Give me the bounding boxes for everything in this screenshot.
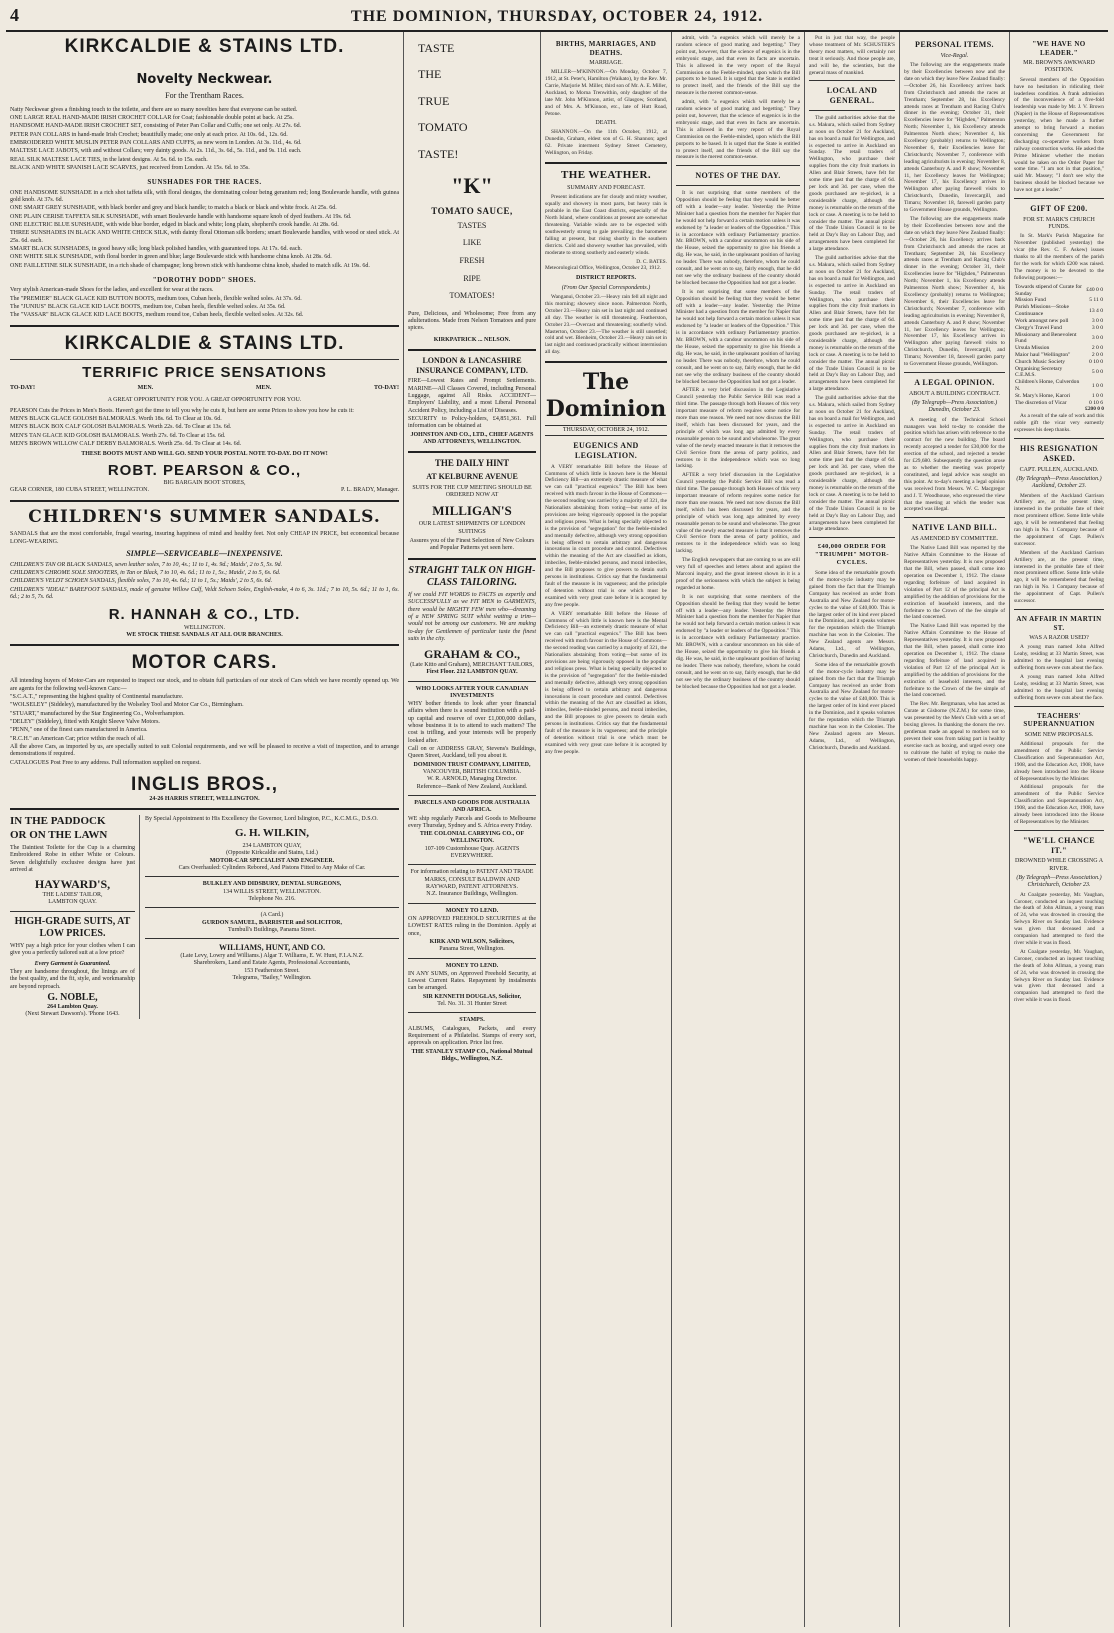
column-advertisements bbox=[6, 32, 404, 1627]
sunshade-item: ONE PLAIN CERISE TAFFETA SILK SUNSHADE, with smart Boulevarde handle with handsome square knob of dyed feathers. At 19s. 6d. bbox=[10, 213, 352, 220]
money-title: MONEY TO LEND. bbox=[445, 907, 499, 914]
noble-firm: G. NOBLE, bbox=[47, 991, 98, 1003]
pearson-item: MEN'S BLACK BOX CALF GOLOSH BALMORALS. Worth 22s. 6d. To Clear at 13s. 6d. bbox=[10, 424, 232, 431]
gift-body: In St. Mark's Parish Magazine for November (published yesterday) the vicar (the Rev. C. F. Askew) issues thanks to all the members of the parish for the work for which £200 was raised. The money is to be devoted to the following purposes:— bbox=[1014, 233, 1104, 281]
vancouver: VANCOUVER, BRITISH COLUMBIA. bbox=[422, 768, 522, 775]
colonial-carrying: THE COLONIAL CARRYING CO., OF WELLINGTON. bbox=[419, 831, 525, 845]
notes-body: It is not surprising that some members of the Opposition should be feeling that they would be better off with a leader—any leader. Yesterday the Prime Minister had a question from the member for Napier that he would not help forward a certain motion unless it was endorsed by "a leader or leaders of the Opposition." This is in accordance with ordinary Parliamentary practice. Mr. BROWN, with a candour uncommon on his side of the House, seized the opportunity to give his friends a dig. He was, he said, in the unpleasant position of having no leader. There was nobody, therefore, whom he could consult, and he went on to say, fairly enough, that he did not see why the ordinary business of the country should be blocked because the Opposition had not got a leader. bbox=[676, 593, 800, 690]
sunshade-item: ONE ELECTRIC BLUE SUNSHADE, with wide blue border, edged in black and white; long plain, shepherd's crook handle. At 28s. 6d. bbox=[10, 222, 339, 229]
today-label: TO-DAY! bbox=[10, 385, 36, 392]
gift-footer: As a result of the sale of work and this noble gift the vicar very earnestly expresses his deep thanks. bbox=[1014, 413, 1104, 434]
sandal-item: CHILDREN'S CHROME SOLE SHOOTERS, in Tan or Black, 7 to 10, 4s. 6d.; 11 to 1, 5s.; Maids', 2 to 5, 6s. 6d. bbox=[10, 570, 281, 577]
neckwear-item: PETER PAN COLLARS in hand-made Irish Crochet; beautifully made; one only at each price. At 10s. 6d., 12s. 6d. bbox=[10, 131, 288, 138]
pearson-firm: ROBT. PEARSON & CO., bbox=[107, 461, 302, 479]
motor-item: "STUART," manufactured by the Star Engineering Co., Wolverhampton. bbox=[10, 710, 185, 717]
legal-heading: A LEGAL OPINION. bbox=[914, 377, 995, 387]
sandal-item: CHILDREN'S VELDT SCHOEN SANDALS, flexible soles, 7 to 10, 4s. 6d.; 11 to 1, 5s.; Maids', 2 to 5, 6s. 6d. bbox=[10, 578, 273, 585]
gift-row-amount: £40 0 0 bbox=[1086, 287, 1103, 294]
lawn-line: OR ON THE LAWN bbox=[10, 828, 108, 841]
gift-row bbox=[1014, 379, 1104, 393]
gift-row-amount: 1 0 0 bbox=[1091, 382, 1103, 389]
drowned-subheading: DROWNED WHILE CROSSING A RIVER. bbox=[1014, 858, 1104, 872]
page-number: 4 bbox=[10, 5, 19, 26]
kirkcaldie-heading: KIRKCALDIE & STAINS LTD. bbox=[64, 36, 345, 57]
gift-row-label: Maior haul "Wellington" bbox=[1015, 351, 1071, 358]
razor-body: A young man named John Alfred Leahy, residing at 33 Martin Street, was admitted to the hospital last evening suffering from severe cuts about the face. bbox=[1014, 644, 1104, 672]
drowned-dateline: (By Telegraph—Press Association.) Christchurch, October 23. bbox=[1016, 875, 1102, 889]
milligan: MILLIGAN'S bbox=[432, 502, 512, 518]
hannah-city: WELLINGTON. bbox=[183, 624, 226, 631]
taste-word: THE bbox=[418, 67, 442, 82]
notes-heading: NOTES OF THE DAY. bbox=[695, 171, 781, 181]
legal-body: A meeting of the Technical School managers was held to-day to consider the position which has arisen with reference to the contract for the new building. The board recently accepted a tender for £30,000 for the erection of the school, and rejected a tender for £29,680. Subsequently the question arose as to whether the meeting was properly constituted, and legal advice was sought on this point. At to-day's meeting a legal opinion was received from Messrs. W. C. Macgregor and J. T. Woodhouse, who expressed the view that the meeting at which the tender was accepted was illegal. bbox=[904, 416, 1005, 513]
pearson-item: MEN'S TAN GLACE KID GOLOSH BALMORALS. Worth 27s. 6d. To Clear at 15s. 6d. bbox=[10, 432, 226, 439]
arnold: W. R. ARNOLD, Managing Director. bbox=[427, 776, 517, 783]
neckwear-item: BLACK AND WHITE SPANISH LACE SCARVES, just received from London. At 15s. 6d. to 35s. bbox=[10, 164, 250, 171]
stamps-body: ALBUMS, Catalogues, Packets, and every Requirement of a Philatelist. Stamps of every sort, approvals on application. Price list free. bbox=[408, 1025, 536, 1047]
district-heading: DISTRICT REPORTS. bbox=[575, 275, 637, 282]
gift-row-label: Work amongst new poll bbox=[1015, 317, 1069, 324]
today-label: TO-DAY! bbox=[373, 385, 399, 392]
wilkin-opp: (Opposite Kirkcaldie and Stains, Ltd.) bbox=[226, 850, 318, 857]
bates: D. C. BATES. bbox=[636, 258, 667, 265]
legal-dateline: (By Telegraph—Press Association.) Dunedin, October 23. bbox=[911, 400, 998, 414]
gift-row-label: Children's Home, Culverdon N. bbox=[1015, 379, 1080, 392]
teachers-body: Additional proposals for the amendment of the Public Service Classification and Superannuation Act, 1908, and the Education Act, 1908, have already been introduced into the House of Representatives by the Minister. bbox=[1014, 784, 1104, 825]
gift-row bbox=[1014, 366, 1104, 380]
columns bbox=[6, 32, 1108, 1627]
shoe-item: The "PREMIER" BLACK GLACE KID BUTTON BOOTS, medium toes, Cuban heels, flexible welted soles. At 37s. 6d. bbox=[10, 295, 302, 302]
sandals-intro: SANDALS that are the most comfortable, frugal wearing, insuring happiness of mind and healthy feet. Not only CHEAP IN PRICE, but economical because LONG-WEARING. bbox=[10, 531, 399, 545]
local-body: The guild authorities advise that the s.s. Makura, which sailed from Sydney at noon on October 21 for Auckland, has on board a mail for Wellington, and is expected to arrive in Auckland on Sunday. The retail traders of Wellington, who purchase their supplies from the city fruit markets in Allen and Blair Streets, have felt for some time past that the charge of 6d. per lock and 3d. per case, when the goods purchased are re-picked, is a considerable charge, although the money is returnable on the return of the lock or case. A meeting is to be held to consider the matter. The annual picnic of the Trade Union Council is to be held at Day's Bay on Labour Day, and arrangements have been completed for a large attendance. bbox=[809, 255, 895, 393]
neckwear-item: ONE LARGE REAL HAND-MADE IRISH CROCHET COLLAR for Coat; fashionable double point at back. At 25s. bbox=[10, 115, 294, 122]
hannah-note: WE STOCK THESE SANDALS AT ALL OUR BRANCHES. bbox=[126, 631, 283, 638]
notes-body-2: AFTER a very brief discussion in the Legislative Council yesterday the Public Service Bill was read a third time. The passage through both Houses of this very important measure of reform requires some notice for more than one reason. We need not now discuss the Bill itself, which has been discussed for years, and the principle of which was long ago admitted by every reasonable person to be sound and wholesome. The great value of the newly enacted measure is that it removes the Civil Service from the arena of party politics, and restores to it the independence which was so long lacking. bbox=[676, 472, 800, 555]
shoe-item: The "JUNIUS" BLACK GLACE KID LACE BOOTS, medium toe, Cuban heels, flexible welted soles. At 35s. 6d. bbox=[10, 304, 286, 311]
sandals-heading: CHILDREN'S SUMMER SANDALS. bbox=[28, 506, 381, 527]
marriage-heading: MARRIAGE. bbox=[589, 60, 623, 67]
bulkley-firm: BULKLEY AND DIDSBURY, DENTAL SURGEONS, bbox=[202, 881, 342, 888]
legal-subheading: ABOUT A BUILDING CONTRACT. bbox=[908, 390, 1001, 397]
notes-body: It is not surprising that some members of the Opposition should be feeling that they would be better off with a leader—any leader. Yesterday the Prime Minister had a question from the member for Napier that he would not help forward a certain motion unless it was endorsed by "a leader or leaders of the Opposition." This is in accordance with ordinary Parliamentary practice. Mr. BROWN, with a candour uncommon on his side of the House, seized the opportunity to give his friends a dig. He was, he said, in the unpleasant position of having no leader. There was nobody, therefore, whom he could consult, and he went on to say, fairly enough, that he did not see why the ordinary business of the country should be blocked because the Opposition had not got a leader. bbox=[676, 288, 800, 385]
native-land-body: The Native Land Bill was reported by the Native Affairs Committee to the House of Representatives yesterday. It is now proposed that the Bill, when passed, shall come into operation on December 1, 1912. The clause regarding forfeiture of land acquired in violation of Part 12 of the principal Act is amplified by the addition of provisions for the extinction of leasehold interests, and the forfeiture to the Crown of the fee simple of the land concerned. bbox=[904, 545, 1005, 621]
gift-row bbox=[1014, 297, 1104, 304]
resignation-subheading: CAPT. PULLEN, AUCKLAND. bbox=[1019, 466, 1099, 473]
hayward-street: LAMBTON QUAY. bbox=[48, 899, 97, 906]
graham-sub: (Late Kitto and Graham), MERCHANT TAILORS, bbox=[410, 661, 534, 668]
taste-word: TASTE bbox=[418, 41, 455, 55]
razor-subheading: WAS A RAZOR USED? bbox=[1029, 635, 1089, 642]
leader-body: A VERY remarkable Bill before the House of Commons of which little is known here is the Mental Deficiency Bill—an extremely drastic measure of what we can call "practical eugenics." The Bill has been received with much favour in the House of Commons—the second reading was carried by a majority of 321, the Nationalists abstaining from voting—but some of its provisions are being vigorously opposed in the popular and religious press. What is being specially objected to is the provision of "segregation" for the feeble-minded and mentally defective, although very strong opposition is being offered to certain arbitrary and dangerous innovations in court procedure and control. Defectives within the meaning of the Act are classified as idiots, imbeciles, feeble-minded persons, and moral imbeciles, and the Bill proposes to give powers to detain such persons in institutions. Critics say that the fundamental fault of the measure is its vagueness; and the principle of detention without trial is one which must be examined with very great care before it is accepted by any free people. bbox=[545, 463, 667, 608]
noble-footer: (Next Stewart Dawson's). 'Phone 1643. bbox=[25, 1011, 120, 1018]
no-leader-heading: "WE HAVE NO LEADER." bbox=[1032, 40, 1086, 57]
no-leader-subheading: MR. BROWN'S AWKWARD POSITION. bbox=[1023, 60, 1095, 74]
wilkin-firm: G. H. WILKIN, bbox=[234, 826, 310, 839]
bottom-ads bbox=[10, 815, 399, 1018]
hayward-noble-ads bbox=[10, 815, 140, 1018]
taste-word: TOMATO bbox=[418, 120, 468, 135]
douglas-address: Tel. No. 31. 31 Hunter Street bbox=[437, 1001, 507, 1008]
teachers-heading: TEACHERS' SUPERANNUATION bbox=[1023, 711, 1095, 729]
tomato-sauce: TOMATO SAUCE, bbox=[431, 205, 513, 216]
teachers-subheading: SOME NEW PROPOSALS. bbox=[1024, 731, 1094, 738]
gift-row bbox=[1014, 359, 1104, 366]
notes-body: It is not surprising that some members of the Opposition should be feeling that they would be better off with a leader—any leader. Yesterday the Prime Minister had a question from the member for Napier that he would not help forward a certain motion unless it was endorsed by "a leader or leaders of the Opposition." This is in accordance with ordinary Parliamentary practice. Mr. BROWN, with a candour uncommon on his side of the House, seized the opportunity to give his friends a dig. He was, he said, in the unpleasant position of having no leader. There was nobody, therefore, whom he could consult, and he went on to say, fairly enough, that he did not see why the ordinary business of the country should be blocked because the Opposition had not got a leader. bbox=[676, 190, 800, 286]
weather-subheading: SUMMARY AND FORECAST. bbox=[567, 185, 645, 192]
motor-item: "WOLSELEY" (Siddeley), manufactured by the Wolseley Tool and Motor Car Co., Birmingham. bbox=[10, 702, 244, 709]
fresh-word: TOMATOES! bbox=[449, 291, 495, 301]
gift-row bbox=[1014, 400, 1104, 407]
gift-row bbox=[1014, 345, 1104, 352]
straight-talk-heading: STRAIGHT TALK ON HIGH-CLASS TAILORING. bbox=[408, 564, 536, 588]
opportunity-text: A GREAT OPPORTUNITY FOR YOU. A GREAT OPPORTUNITY FOR YOU. bbox=[107, 396, 302, 403]
wilkin-williams-ads bbox=[140, 815, 399, 1018]
personal-body: The following are the engagements made by their Excellencies between now and the date on which they leave New Zealand finally:—October 26, his Excellency arrives back from Christchurch and attends the races at Trentham; September 28, his Excellency attends races at Trentham and Racing Club's dinner in the evening; October 31, their Excellencies leave for "Highden," Palmerston North; November 1, his Excellency attends Palmerston North show; November 4, his Excellency (probably) returns to Wellington; November 6, their Excellencies leave for Christchurch; November 7, conference with leading agriculturists in evening; November 8, attends Canterbury A. and P. show; November 11, her Excellency leaves for Wellington; November 17, his Excellency arrives in Wellington after paying farewell visits to Christchurch, Dunedin, Invercargill, and Timaru; November 18, farewell garden party to Government House grounds, Wellington. bbox=[904, 216, 1005, 368]
noble-body2: They are handsome throughout, the linings are of the best quality, and the fit, style, and workmanship are beyond reproach. bbox=[10, 968, 135, 990]
sunshade-item: SMART BLACK SUNSHADES, in good heavy silk; long black polished handles, with guaranteed tops. At 17s. 6d. each. bbox=[10, 246, 303, 252]
personal-heading: PERSONAL ITEMS. bbox=[915, 40, 994, 49]
hayward-body: The Daintiest Toilette for the Cup is a charming Embroidered Robe in either White or Colours. Seven delightfully exclusive designs have just arrived at bbox=[10, 845, 135, 874]
noble-guarantee: Every Garment is Guaranteed. bbox=[34, 960, 111, 967]
gift-row bbox=[1014, 304, 1104, 318]
kirkcaldie-heading-2: KIRKCALDIE & STAINS LTD. bbox=[64, 332, 345, 354]
gift-row bbox=[1014, 332, 1104, 346]
dominion-masthead: The Dominion bbox=[545, 369, 667, 422]
wilkin-note: Cars Overhauled: Cylinders Rebored, And Pistons Fitted to Any Make of Car. bbox=[178, 864, 366, 871]
wilkin-address: 234 LAMBTON QUAY, bbox=[242, 843, 302, 850]
gift-row-label: Parish Missions—Stoke Continuance bbox=[1015, 304, 1069, 318]
gift-row bbox=[1014, 352, 1104, 359]
pearson-address-row bbox=[10, 487, 399, 494]
martin-heading: AN AFFAIR IN MARTIN ST. bbox=[1016, 615, 1102, 632]
column-7 bbox=[1010, 32, 1108, 1627]
gift-row-label: Church Music Society bbox=[1015, 358, 1066, 365]
gift-row-amount: 5 11 0 bbox=[1089, 297, 1103, 304]
weather-heading: THE WEATHER. bbox=[561, 168, 651, 181]
native-land-heading: NATIVE LAND BILL. bbox=[911, 523, 998, 533]
district-subheading: (From Our Special Correspondents.) bbox=[561, 284, 651, 291]
gift-row-amount: 5 0 0 bbox=[1091, 368, 1103, 375]
williams-partners: (Late Levy, Lowry and Williams.) Algar T. Williams, E. W. Hunt, F.I.A.N.Z. bbox=[180, 952, 364, 959]
leader-continued: admit, with "a eugenics which will merely be a random science of good mating and begetting." They point out, however, that the science of eugenics is in the embryonic stage, and that even its facts are uncertain. This is allowed in the very report of the Royal Commission on the Feeble-minded, upon which the Bill purports to be based. It is urged that the State is entitled to protect itself, and the friends of the Bill say the measure is the merest common-sense. bbox=[676, 99, 800, 161]
gift-row-amount: 1 0 0 bbox=[1091, 392, 1103, 399]
gift-row bbox=[1014, 318, 1104, 325]
triumph-heading: £40,000 ORDER FOR "TRIUMPH" MOTOR-CYCLES. bbox=[815, 543, 889, 567]
chance-heading: "WE'LL CHANCE IT." bbox=[1022, 835, 1096, 855]
gurdon-name: GURDON SAMUEL, BARRISTER and SOLICITOR, bbox=[202, 919, 342, 926]
pearson-intro: PEARSON Cuts the Prices in Men's Boots. Haven't got the time to tell you why he cuts it, but here are some Prices to show you how he cuts it: bbox=[10, 407, 354, 414]
colonial-address: 107-109 Customhouse Quay. AGENTS EVERYWHERE. bbox=[424, 845, 520, 860]
inglis-firm: INGLIS BROS., bbox=[130, 773, 279, 795]
motor-item: "R.C.H." an American Car; price within the reach of all. bbox=[10, 735, 145, 742]
gift-row-label: Mission Fund bbox=[1015, 297, 1046, 304]
money2-title: MONEY TO LEND. bbox=[445, 962, 499, 969]
teachers-body: Additional proposals for the amendment of the Public Service Classification and Superannuation Act, 1908, and the Education Act, 1908, have already been introduced into the House of Representatives by the Minister. bbox=[1014, 741, 1104, 782]
triumph-body: Some idea of the remarkable growth of the motor-cycle industry may be gained from the fact that the Triumph Company has received an order from Australia and New Zealand for motor-cycles to the value of £40,000. This is the largest order of its kind ever placed in the Dominion, and it speaks volumes for the reputation which the Triumph machine has won in the Colonies. The New Zealand agents are Messrs. Adams, Ltd., of Wellington, Christchurch, Dunedin and Auckland. bbox=[809, 570, 895, 659]
column-5 bbox=[805, 32, 900, 1627]
sandal-item: CHILDREN'S "IDEAL" BAREFOOT SANDALS, made of genuine Willow Calf, Veldt Schoen Soles, English-make, 4 to 6, 3s. 11d.; 7 to 10, 5s. 6d.; 11 to 1, 6s. 6d.; 2 to 5, 7s. 6d. bbox=[10, 586, 399, 600]
fresh-word: RIPE bbox=[463, 273, 481, 283]
motor-intro: All intending buyers of Motor-Cars are requested to inspect our stock, and to obtain full particulars of our stock of Cars which we have recently opened up. We are agents for the following well-known Cars:— bbox=[10, 678, 399, 692]
native-land-body: The Native Land Bill was reported by the Native Affairs Committee to the House of Representatives yesterday. It is now proposed that the Bill, when passed, shall come into operation on December 1, 1912. The clause regarding forfeiture of land acquired in violation of Part 12 of the principal Act is amplified by the addition of provisions for the extinction of leasehold interests, and the forfeiture to the Crown of the fee simple of the land concerned. bbox=[904, 623, 1005, 699]
wilkin-trade: MOTOR-CAR SPECIALIST AND ENGINEER. bbox=[209, 857, 335, 864]
taste-block bbox=[408, 35, 536, 167]
wilkin-appointment: By Special Appointment to His Excellency the Governor, Lord Islington, P.C., K.C.M.G., D.S.O. bbox=[145, 816, 378, 823]
fresh-word: FRESH bbox=[459, 255, 485, 265]
weather-body: Present indications are for cloudy and misty weather, squally and showery in most parts, but heavy rain is probable in the East Coast districts, especially of the North Island, where conditions at present are somewhat threatening. Variable winds are to be expected with southwesterly strong to gale prevailing; the barometer falling at present, but rising shortly in the southern districts. Cold and showery weather has prevailed, with moderate to strong southerly and easterly winds. bbox=[545, 194, 667, 256]
personal-body: The following are the engagements made by their Excellencies between now and the date on which they leave New Zealand finally:—October 26, his Excellency arrives back from Christchurch and attends the races at Trentham; September 28, his Excellency attends races at Trentham and Racing Club's dinner in the evening; October 31, their Excellencies leave for "Highden," Palmerston North; November 1, his Excellency attends Palmerston North show; November 4, his Excellency (probably) returns to Wellington; November 6, their Excellencies leave for Christchurch; November 7, conference with leading agriculturists in evening; November 8, attends Canterbury A. and P. show; November 11, her Excellency leaves for Wellington; November 17, his Excellency arrives in Wellington after paying farewell visits to Christchurch, Dunedin, Invercargill, and Timaru; November 18, farewell garden party to Government House grounds, Wellington. bbox=[904, 62, 1005, 214]
newspaper-title: THE DOMINION, THURSDAY, OCTOBER 24, 1912. bbox=[350, 8, 764, 26]
gurdon-card: (A Card.) bbox=[260, 912, 284, 919]
parcels-body: WE ship regularly Parcels and Goods to Melbourne every Thursday, Sydney and S. Africa every Friday. bbox=[408, 815, 536, 829]
money2-body: IN ANY SUMS, on Approved Freehold Security, at Lowest Current Rates. Repayment by instalments can be arranged. bbox=[408, 970, 536, 992]
motor-item: "S.C.A.T.," representing the highest quality of Continental manufacture. bbox=[10, 694, 184, 700]
sunshade-item: ONE HANDSOME SUNSHADE in a rich shot taffeta silk, with floral designs, the dominating colour being geranium red; long Boulevarde handle, with guinea gold knob. At 37s. 6d. bbox=[10, 189, 399, 204]
douglas: SIR KENNETH DOUGLAS, Solicitor, bbox=[422, 993, 522, 1000]
straight-talk-body: If we could FIT WORDS to FACTS as expertly and SUCCESSFULLY as we FIT MEN to GARMENTS, there would be MIGHTY FEW men who—dreaming of a NEW SPRING SUIT whilst waiting a trim—would not be among our customers. We are making to-day for Gentlemen of particular taste the finest suits in the city. bbox=[408, 592, 536, 642]
pure-text: Pure, Delicious, and Wholesome; Free from any adulterations. Made from Nelson Tomatoes and pure spices. bbox=[408, 310, 536, 332]
gift-row-amount: 0 10 6 bbox=[1089, 399, 1103, 406]
gift-row-amount: 3 0 0 bbox=[1091, 324, 1103, 331]
pearson-footer: THESE BOOTS MUST AND WILL GO. SEND YOUR POSTAL NOTE TO-DAY. DO IT NOW! bbox=[81, 451, 328, 458]
hannah-firm: R. HANNAH & CO., LTD. bbox=[108, 606, 301, 624]
bmd-heading: BIRTHS, MARRIAGES, AND DEATHS. bbox=[555, 40, 657, 57]
notes-body-3: The English newspapers that are coming to us are still very full of speeches and letters about and against the Marconi inquiry, and the great interest shown in it is a proof of the seriousness with which the subject is being regarded at home. bbox=[676, 557, 800, 591]
noble-body: WHY pay a high price for your clothes when I can give you a perfectly tailored suit at a low price? bbox=[10, 942, 135, 957]
patent-address: N.Z. Insurance Buildings, Wellington. bbox=[426, 891, 518, 898]
drowned-body: At Coalgate yesterday, Mr. Vaughan, Coroner, conducted an inquest touching the death of John Allman, a young man of 24, who was drowned in crossing the Selwyn River on Sunday last. Evidence was given that deceased and a companion had attempted to ford the river while it was in flood. bbox=[1014, 891, 1104, 946]
hayward-sub: THE LADIES' TAILOR, bbox=[42, 891, 103, 898]
canadian-call: Call on or ADDRESS GRAY, Stevens's Buildings, Queen Street, Auckland, tell you about it. bbox=[408, 746, 536, 760]
death-notice: SHANNON.—On the 11th October, 1912, at Dunedin, Graham, eldest son of G. H. Shannon; aged 62. Private interment Sydney Street Cemetery, Wellington, on Friday. bbox=[545, 129, 667, 156]
kirkpatrick: KIRKPATRICK ... NELSON. bbox=[433, 336, 511, 343]
gift-row-label: Missionary and Benevolent Fund bbox=[1015, 331, 1077, 345]
gift-row bbox=[1014, 325, 1104, 332]
neckwear-item: HANDSOME HAND-MADE IRISH CROCHET SET, consisting of Peter Pan Collar and Cuffs; one set only. At 27s. 6d. bbox=[10, 123, 302, 130]
sunshade-item: ONE SMART GREY SUNSHADE, with black border and grey and black handle; to match a black or black and white frock. At 25s. 6d. bbox=[10, 205, 337, 212]
stanley-stamp: THE STANLEY STAMP CO., National Mutual Bldgs., Wellington, N.Z. bbox=[411, 1048, 533, 1062]
gift-row bbox=[1014, 393, 1104, 400]
gift-table bbox=[1014, 284, 1104, 407]
k-brand: "K" bbox=[451, 172, 493, 198]
resignation-body: Members of the Auckland Garrison Artillery are, at the present time, interested in the probable fate of their most prominent officer. Some little while ago, it will be remembered that feeling ran high in No. 1 Company because of the appointment of Capt. Pullen's successor. bbox=[1014, 549, 1104, 605]
pearson-manager: P. L. BRADY, Manager. bbox=[340, 487, 399, 494]
gift-row-label: St. Mary's Home, Karori bbox=[1015, 392, 1071, 399]
sunshade-item: ONE FAILLETINE SILK SUNSHADE, in a rich shade of champagne; long brown stick with handsome china knob, shaded to match silk. At 19s. 6d. bbox=[10, 262, 370, 269]
williams-address: 153 Featherston Street. bbox=[244, 967, 300, 974]
motor-item: "DELEY" (Siddeley), fitted with Knight Sleeve Valve Motors. bbox=[10, 718, 160, 725]
gift-row-label: The discretion of Vicar bbox=[1015, 399, 1067, 406]
shoes-heading: "DOROTHY DODD" SHOES. bbox=[152, 275, 257, 284]
fresh-word: LIKE bbox=[462, 238, 482, 248]
leader-heading: EUGENICS AND LEGISLATION. bbox=[573, 441, 639, 460]
column-4 bbox=[672, 32, 805, 1627]
graham-address: First Floor. 212 LAMBTON QUAY. bbox=[426, 669, 518, 676]
daily-hint: THE DAILY HINT bbox=[434, 458, 510, 469]
fresh-block bbox=[408, 217, 536, 305]
canadian-body: WHY bother friends to look after your financial affairs when there is a sound institution with a paid-up capital and reserve of over £1,000,000 dollars, whose business it is to attend to such matters? The cost is trifling, and your interests will be properly looked after. bbox=[408, 701, 536, 744]
leader-dateline: THURSDAY, OCTOBER 24, 1912. bbox=[545, 425, 667, 436]
resignation-body: Members of the Auckland Garrison Artillery are, at the present time, interested in the probable fate of their most prominent officer. Some little while ago, it will be remembered that feeling ran high in No. 1 Company because of the appointment of Capt. Pullen's successor. bbox=[1014, 492, 1104, 547]
column5-top: Put in just that way, the people whose treatment of Mr. SCHUSTER'S theory most matters, will certainly not treat it seriously. And those people are, and will be, the scientists, but the general mass of mankind. bbox=[809, 35, 895, 76]
column-6 bbox=[900, 32, 1010, 1627]
graham-firm: GRAHAM & CO., bbox=[424, 647, 520, 662]
shoe-item: The "VASSAR" BLACK GLACE KID LACE BOOTS, medium round toe, Cuban heels, flexible welted soles. At 32s. 6d. bbox=[10, 312, 304, 319]
gift-row bbox=[1014, 284, 1104, 298]
gift-row-amount: 2 0 0 bbox=[1091, 345, 1103, 352]
gift-row-label: Organising Secretary C.E.M.S. bbox=[1015, 365, 1063, 379]
resignation-heading: HIS RESIGNATION ASKED. bbox=[1019, 444, 1099, 463]
rev-body: The Rev. Mr. Bergmanan, who has acted as Curate at Gisborne (N.Z.M.) for some time, was presented by the Men's Club with a set of boxing gloves. In thanking the donors the rev. gentleman made an appeal to mothers not to prevent their sons from taking part in healthy exercise such as boxing, and urged every one to cultivate the habit of trying to make the women of their households happy. bbox=[904, 701, 1005, 763]
williams-trade: Sharebrokers, Land and Estate Agents, Professional Accountants, bbox=[193, 960, 351, 967]
sandal-item: CHILDREN'S TAN OR BLACK SANDALS, sewn leather soles, 7 to 10, 4s.; 11 to 1, 4s. 9d.; Maids', 2 to 5, 5s. 9d. bbox=[10, 561, 283, 568]
gift-row-label: Ursula Mission bbox=[1015, 345, 1050, 352]
parcels-title: PARCELS AND GOODS FOR AUSTRALIA AND AFRICA. bbox=[414, 799, 530, 814]
kirk-wilson: KIRK AND WILSON, Solicitors, bbox=[429, 938, 515, 945]
insurance-agents: JOHNSTON AND CO., LTD., CHIEF AGENTS AND ATTORNEYS, WELLINGTON. bbox=[410, 431, 534, 445]
leader-body: A VERY remarkable Bill before the House of Commons of which little is known here is the Mental Deficiency Bill—an extremely drastic measure of what we can call "practical eugenics." The Bill has been received with much favour in the House of Commons—the second reading was carried by a majority of 321, the Nationalists abstaining from voting—but some of its provisions are being vigorously opposed in the popular and religious press. What is being specially objected to is the provision of "segregation" for the feeble-minded and mentally defective, although very strong opposition is being offered to certain arbitrary and dangerous innovations in court procedure and control. Defectives within the meaning of the Act are classified as idiots, imbeciles, feeble-minded persons, and moral imbeciles, and the Bill proposes to give powers to detain such persons in institutions. Critics say that the fundamental fault of the measure is its vagueness; and the principle of detention without trial is one which must be examined with very great care before it is accepted by any free people. bbox=[545, 610, 667, 755]
death-heading: DEATH. bbox=[595, 119, 617, 126]
men-label: MEN. bbox=[137, 385, 154, 392]
razor-body: A young man named John Alfred Leahy, residing at 33 Martin Street, was admitted to the hospital last evening suffering from severe cuts about the face. bbox=[1014, 674, 1104, 701]
drowned-body: At Coalgate yesterday, Mr. Vaughan, Coroner, conducted an inquest touching the death of John Allman, a young man of 24, who was drowned in crossing the Selwyn River on Sunday last. Evidence was given that deceased and a companion had attempted to ford the river while it was in flood. bbox=[1014, 948, 1104, 1004]
no-leader-body: Several members of the Opposition have no hesitation in ridiculing their leaderless condition. A frank admission of the inconvenience of a five-fold leadership was made by Mr. J. V. Brown (Napier) in the House of Representatives yesterday, when he made a further attempt to bring forward a motion concerning the Government for discharging co-operative workers from railway construction works. He asked the Prime Minister whether the motion would be taken on the Order Paper for some time. "I am not in that position," said Mr. Massey; "I don't see why the business should be blocked because we have not got a leader." bbox=[1014, 76, 1104, 194]
insurance-body: FIRE—Lowest Rates and Prompt Settlements. MARINE—All Classes Covered, including Personal Luggage, against All Risks. ACCIDENT—Employers' Liability, and a most Liberal Personal Accident Policy, including a List of Diseases. bbox=[408, 378, 536, 414]
neckwear-item: REAL SILK MALTESE LACE TIES, in the latest designs. At 5s. 6d. to 15s. each. bbox=[10, 156, 208, 163]
gift-row-amount: 13 4 0 bbox=[1089, 307, 1103, 314]
price-sensations-heading: TERRIFIC PRICE SENSATIONS bbox=[82, 363, 327, 381]
fresh-word: TASTES bbox=[457, 220, 487, 230]
sandals-slogan: SIMPLE—SERVICEABLE—INEXPENSIVE. bbox=[126, 548, 283, 558]
taste-word: TRUE bbox=[418, 93, 450, 108]
latest-shipments: OUR LATEST SHIPMENTS OF LONDON SUITINGS bbox=[418, 521, 526, 535]
dominion-trust: DOMINION TRUST COMPANY, LIMITED, bbox=[413, 761, 531, 768]
motor-item: "PENN," one of the finest cars manufactured in America. bbox=[10, 727, 148, 734]
gift-row-label: Clergy's Travel Fund bbox=[1015, 324, 1062, 331]
neckwear-item: MALTESE LACE JABOTS, with and without Collars; very dainty goods. At 2s. 11d., 3s. 6d., 5s. 11d., and 9s. 11d. each. bbox=[10, 148, 302, 155]
insurance-security: SECURITY to Policy-holders, £4,851,361. Full information can be obtained at bbox=[408, 416, 536, 430]
gift-row-amount: 2 0 0 bbox=[1091, 351, 1103, 358]
patent-text: For information relating to PATENT AND TRADE MARKS, CONSULT BALDWIN AND RAYWARD, PATENT ATTORNEYS. bbox=[410, 869, 534, 891]
neckwear-intro: Natty Neckwear gives a finishing touch to the toilette, and there are so many novelties here that everyone can be suited. bbox=[10, 106, 298, 113]
pearson-item: MEN'S BROWN WILLOW CALF DERBY BALMORALS. Worth 25s. 6d. To Clear at 14s. 6d. bbox=[10, 441, 242, 448]
gift-subheading: FOR ST. MARK'S CHURCH FUNDS. bbox=[1023, 216, 1095, 231]
motor-cars-heading: MOTOR CARS. bbox=[131, 652, 278, 674]
bulkley-address: 134 WILLIS STREET, WELLINGTON. bbox=[223, 888, 321, 895]
pearson-item: MEN'S BLACK GLACE GOLOSH BALMORALS. Worth 18s. 6d. To Clear at 10s. 6d. bbox=[10, 416, 222, 423]
hayward-firm: HAYWARD'S, bbox=[34, 877, 111, 892]
taste-word: TASTE! bbox=[418, 146, 459, 161]
leader-continued: admit, with "a eugenics which will merely be a random science of good mating and begetting." They point out, however, that the science of eugenics is in the embryonic stage, and that even its facts are uncertain. This is allowed in the very report of the Royal Commission on the Feeble-minded, upon which the Bill purports to be based. It is urged that the State is entitled to protect itself, and the friends of the Bill say the measure is the merest common-sense. bbox=[676, 35, 800, 97]
noble-title: HIGH-GRADE SUITS, AT LOW PRICES. bbox=[14, 915, 131, 939]
notes-body-2: AFTER a very brief discussion in the Legislative Council yesterday the Public Service Bill was read a third time. The passage through both Houses of this very important measure of reform requires some notice for more than one reason. We need not now discuss the Bill itself, which has been discussed for years, and the principle of which was long ago admitted by every reasonable person to be sound and wholesome. The great value of the newly enacted measure is that it removes the Civil Service from the arena of party politics, and restores to it the independence which was so long lacking. bbox=[676, 387, 800, 470]
neckwear-subtitle: For the Trentham Races. bbox=[165, 91, 244, 101]
kirk-address: Panama Street, Wellington. bbox=[439, 946, 505, 953]
stamps-title: STAMPS. bbox=[459, 1017, 485, 1024]
canadian-title: WHO LOOKS AFTER YOUR CANADIAN INVESTMENTS bbox=[415, 685, 529, 699]
inglis-address: 24-26 HARRIS STREET, WELLINGTON. bbox=[149, 795, 260, 802]
district-body: Wanganui, October 23.—Heavy rain fell all night and this morning; showery since noon. Palmerston North, October 23.—Heavy rain set in last night and continued all day. The weather is still threatening. Featherston, October 23.—Overcast and threatening; southerly wind. Masterton, October 23.—The weather is still unsettled; cold and wet. Blenheim, October 23.—Heavy rain set in last night and continued practically without intermission all day. bbox=[545, 293, 667, 356]
reference: Reference—Bank of New Zealand, Auckland. bbox=[416, 783, 528, 790]
paddock-line: IN THE PADDOCK bbox=[10, 815, 106, 828]
sunshade-item: ONE WHITE SILK SUNSHADE, with floral border in green and blue; large Boulevarde stick with handsome china knob. At 28s. 6d. bbox=[10, 254, 332, 261]
gurdon-address: Turnbull's Buildings, Panama Street. bbox=[227, 926, 317, 933]
local-body: The guild authorities advise that the s.s. Makura, which sailed from Sydney at noon on October 21 for Auckland, has on board a mail for Wellington, and is expected to arrive in Auckland on Sunday. The retail traders of Wellington, who purchase their supplies from the city fruit markets in Allen and Blair Streets, have felt for some time past that the charge of 6d. per lock and 3d. per case, when the goods purchased are re-picked, is a considerable charge, although the money is returnable on the return of the lock or case. A meeting is to be held to consider the matter. The annual picnic of the Trade Union Council is to be held at Day's Bay on Labour Day, and arrangements have been completed for a large attendance. bbox=[809, 114, 895, 253]
motor-note: All the above Cars, as imported by us, are specially suited to suit Colonial requirements, and we will be pleased to receive a visit of inspection, and to arrange demonstrations if required. bbox=[10, 743, 399, 758]
vice-regal: Vice-Regal. bbox=[940, 52, 969, 59]
sunshades-heading: SUNSHADES FOR THE RACES. bbox=[147, 178, 262, 187]
gift-total: £200 0 0 bbox=[1085, 406, 1104, 413]
gift-row-label: Towards stipend of Curate for Sunday bbox=[1015, 283, 1083, 297]
sunshade-item: THREE SUNSHADES IN BLACK AND WHITE CHECK SILK, with dainty floral Ottoman silk borders; smart Boulevarde handles, with wood or steel stick. At 25s. 6d. each. bbox=[10, 230, 399, 244]
native-land-subheading: AS AMENDED BY COMMITTEE. bbox=[910, 536, 999, 543]
gift-row-amount: 3 0 0 bbox=[1091, 317, 1103, 324]
local-heading: LOCAL AND GENERAL. bbox=[826, 86, 878, 106]
resignation-dateline: (By Telegraph—Press Association.) Auckland, October 23. bbox=[1016, 475, 1102, 490]
suits-cup: SUITS FOR THE CUP MEETING SHOULD BE ORDERED NOW AT bbox=[412, 485, 532, 499]
noble-address: 264 Lambton Quay. bbox=[47, 1004, 98, 1011]
column-3 bbox=[541, 32, 672, 1627]
gift-row-amount: 0 10 0 bbox=[1089, 358, 1103, 365]
today-men-row bbox=[10, 385, 399, 392]
gift-row-amount: 3 0 0 bbox=[1091, 334, 1103, 341]
bulkley-phone: Telephone No. 216. bbox=[248, 895, 296, 902]
neckwear-title: Novelty Neckwear. bbox=[136, 72, 273, 88]
williams-telegrams: Telegrams, "Bailey," Wellington. bbox=[232, 974, 312, 981]
assures: Assures you of the Finest Selection of New Colours and Popular Patterns yet seen here. bbox=[409, 538, 535, 552]
motor-catalogue: CATALOGUES Post Free to any address. Full information supplied on request. bbox=[10, 759, 201, 766]
pearson-address: GEAR CORNER, 180 CUBA STREET, WELLINGTON. bbox=[10, 487, 149, 494]
marriage-notice: MILLER—M'KINNON.—On Monday, October 7, 1912, at St. Peter's, Hamilton (Waikato), by the Rev. Mr. Carrie, Marjorie M. Miller, third son of Mr. A. E. Miller, Auckland, to Morna Trenwithin, only daughter of the late Mr. John M'Kinnon, artist, of Glasgow, Scotland, and of Mrs. A. M'Kinnon, etc., late of Hutt Road, Petone. bbox=[545, 69, 667, 117]
kelburne: AT KELBURNE AVENUE bbox=[426, 472, 518, 482]
money-body: ON APPROVED FREEHOLD SECURITIES at the LOWEST RATES ruling in the Dominion. Apply at once, bbox=[408, 915, 536, 937]
triumph-body: Some idea of the remarkable growth of the motor-cycle industry may be gained from the fact that the Triumph Company has received an order from Australia and New Zealand for motor-cycles to the value of £40,000. This is the largest order of its kind ever placed in the Dominion, and it speaks volumes for the reputation which the Triumph machine has won in the Colonies. The New Zealand agents are Messrs. Adams, Ltd., of Wellington, Christchurch, Dunedin and Auckland. bbox=[809, 661, 895, 751]
bates-sub: Meteorological Office, Wellington, October 23, 1912. bbox=[545, 265, 661, 272]
column-2-ads bbox=[404, 32, 541, 1627]
shoes-intro: Very stylish American-made Shoes for the ladies, and excellent for wear at the races. bbox=[10, 287, 214, 294]
pearson-firm-sub: BIG BARGAIN BOOT STORES, bbox=[163, 479, 246, 486]
gift-heading: GIFT OF £200. bbox=[1030, 204, 1088, 214]
men-label: MEN. bbox=[255, 385, 272, 392]
insurance-title: LONDON & LANCASHIRE INSURANCE COMPANY, LTD. bbox=[416, 355, 528, 375]
neckwear-item: EMBROIDERED WHITE MUSLIN PETER PAN COLLARS AND CUFFS, as new worn in London. At 3s. 11d., 4s. 6d. bbox=[10, 140, 302, 147]
masthead bbox=[6, 4, 1108, 32]
local-body: The guild authorities advise that the s.s. Makura, which sailed from Sydney at noon on October 21 for Auckland, has on board a mail for Wellington, and is expected to arrive in Auckland on Sunday. The retail traders of Wellington, who purchase their supplies from the city fruit markets in Allen and Blair Streets, have felt for some time past that the charge of 6d. per lock and 3d. per case, when the goods purchased are re-picked, is a considerable charge, although the money is returnable on the return of the lock or case. A meeting is to be held to consider the matter. The annual picnic of the Trade Union Council is to be held at Day's Bay on Labour Day, and arrangements have been completed for a large attendance. bbox=[809, 395, 895, 533]
williams-firm: WILLIAMS, HUNT, AND CO. bbox=[218, 943, 326, 953]
